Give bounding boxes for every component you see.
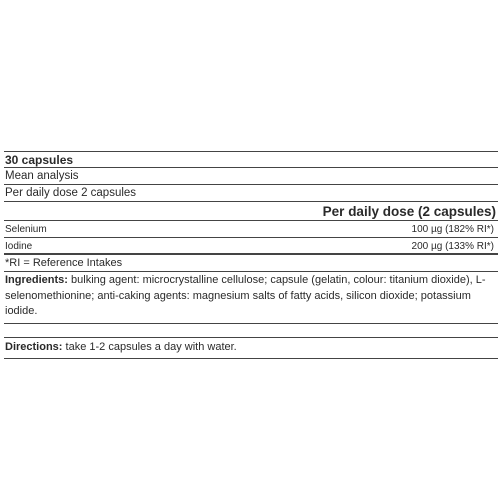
nutrient-value: 200 µg (133% RI*) [411, 241, 494, 252]
ingredients-label: Ingredients: [5, 274, 68, 286]
directions-text: take 1-2 capsules a day with water. [62, 340, 237, 353]
daily-dose-note: Per daily dose 2 capsules [4, 185, 498, 202]
nutrient-name: Selenium [5, 224, 47, 235]
directions-section [4, 338, 498, 359]
nutrient-row-selenium [4, 221, 498, 238]
nutrient-row-iodine [4, 238, 498, 255]
mean-analysis-label: Mean analysis [4, 168, 498, 185]
section-divider [4, 324, 498, 338]
nutrient-value: 100 µg (182% RI*) [411, 224, 494, 235]
supplement-facts-table [4, 151, 498, 359]
reference-intakes-footnote: *RI = Reference Intakes [4, 255, 498, 272]
ingredients-section [4, 272, 498, 324]
directions-label: Directions: [5, 340, 63, 353]
nutrient-name: Iodine [5, 241, 33, 252]
package-size: 30 capsules [4, 152, 498, 168]
daily-dose-column-header: Per daily dose (2 capsules) [4, 202, 498, 221]
ingredients-text: bulking agent: microcrystalline cellulose; capsule (gelatin, colour: titanium dioxide), L-selenomethionine; anti-caking agents: magnesium salts of fatty acids, silicon dioxide; potassium iodide. [5, 274, 486, 317]
